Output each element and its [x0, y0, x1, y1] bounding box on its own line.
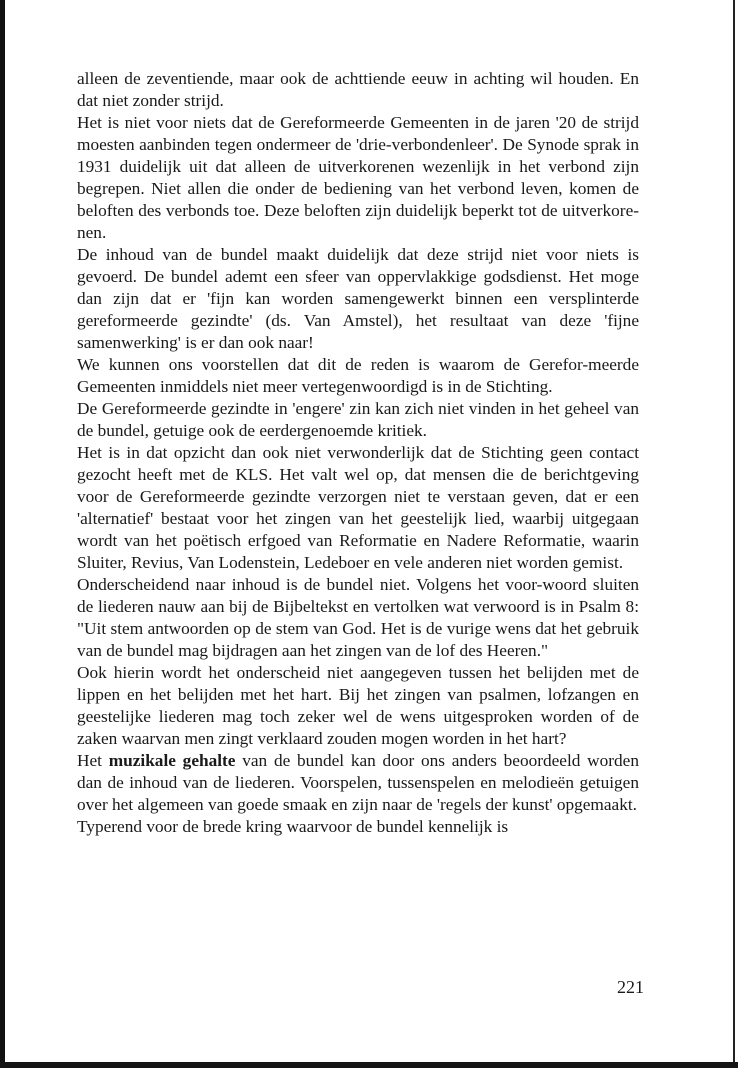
scan-border-bottom: [0, 1062, 738, 1068]
paragraph: Ook hierin wordt het onderscheid niet aangegeven tussen het belijden met de lippen en het belijden met het hart. Bij het zingen van psalmen, lofzangen en geestelijke liederen mag toch zeker wel de wens uitgesproken worden of de zaken waarvan men zingt verklaard zouden mogen worden in het hart?: [77, 663, 639, 748]
page-body: [77, 68, 639, 838]
paragraph-final: Typerend voor de brede kring waarvoor de bundel kennelijk is: [77, 817, 509, 836]
paragraph-lead-word: Het: [77, 751, 102, 770]
paragraph-muzikale-gehalte: [77, 750, 639, 816]
paragraph: De inhoud van de bundel maakt duidelijk dat deze strijd niet voor niets is gevoerd. De bundel ademt een sfeer van oppervlakkige godsdienst. Het moge dan zijn dat er 'fijn kan worden samengewerkt binnen een versplinterde gereformeerde gezindte' (ds. Van Amstel), het resultaat van deze 'fijne samenwerking' is er dan ook naar!: [77, 245, 639, 352]
paragraph: De Gereformeerde gezindte in 'engere' zin kan zich niet vinden in het geheel van de bundel, getuige ook de eerdergenoemde kritiek.: [77, 399, 639, 440]
bold-term: muzikale gehalte: [108, 751, 236, 770]
paragraph: Het is in dat opzicht dan ook niet verwonderlijk dat de Stichting geen contact gezocht heeft met de KLS. Het valt wel op, dat mensen die de berichtgeving voor de Gereformeerde gezindte verzorgen niet te verstaan geven, dat er een 'alternatief' bestaat voor het zingen van het geestelijk lied, waarbij uitgegaan wordt van het poëtisch erfgoed van Reformatie en Nadere Reformatie, waarin Sluiter, Revius, Van Lodenstein, Ledeboer en vele anderen niet worden gemist.: [77, 443, 639, 572]
paragraph: Het is niet voor niets dat de Gereformeerde Gemeenten in de jaren '20 de strijd moesten aanbinden tegen ondermeer de 'drie-verbondenleer'. De Synode sprak in 1931 duidelijk uit dat alleen de uitverkorenen wezenlijk in het verbond zijn begrepen. Niet allen die onder de bediening van het verbond leven, komen de beloften des verbonds toe. Deze beloften zijn duidelijk beperkt tot de uitverkore-nen.: [77, 113, 639, 242]
scan-border-right: [733, 0, 735, 1068]
page-number: 221: [617, 977, 644, 997]
paragraph: Onderscheidend naar inhoud is de bundel niet. Volgens het voor-woord sluiten de liederen nauw aan bij de Bijbeltekst en vertolken wat verwoord is in Psalm 8: "Uit stem antwoorden op de stem van God. Het is de vurige wens dat het gebruik van de bundel mag bijdragen aan het zingen van de lof des Heeren.": [77, 575, 639, 660]
paragraph-rest: van de bundel kan door ons anders beoordeeld worden dan de inhoud van de liederen. Voorspelen, tussenspelen en melodieën getuigen over het algemeen van goede smaak en zijn naar de 'regels der kunst' opgemaakt.: [77, 751, 639, 814]
paragraph: alleen de zeventiende, maar ook de achttiende eeuw in achting wil houden. En dat niet zonder strijd.: [77, 69, 639, 110]
paragraph: We kunnen ons voorstellen dat dit de reden is waarom de Gerefor-meerde Gemeenten inmiddels niet meer vertegenwoordigd is in de Stichting.: [77, 355, 639, 396]
scan-border-left: [0, 0, 5, 1068]
